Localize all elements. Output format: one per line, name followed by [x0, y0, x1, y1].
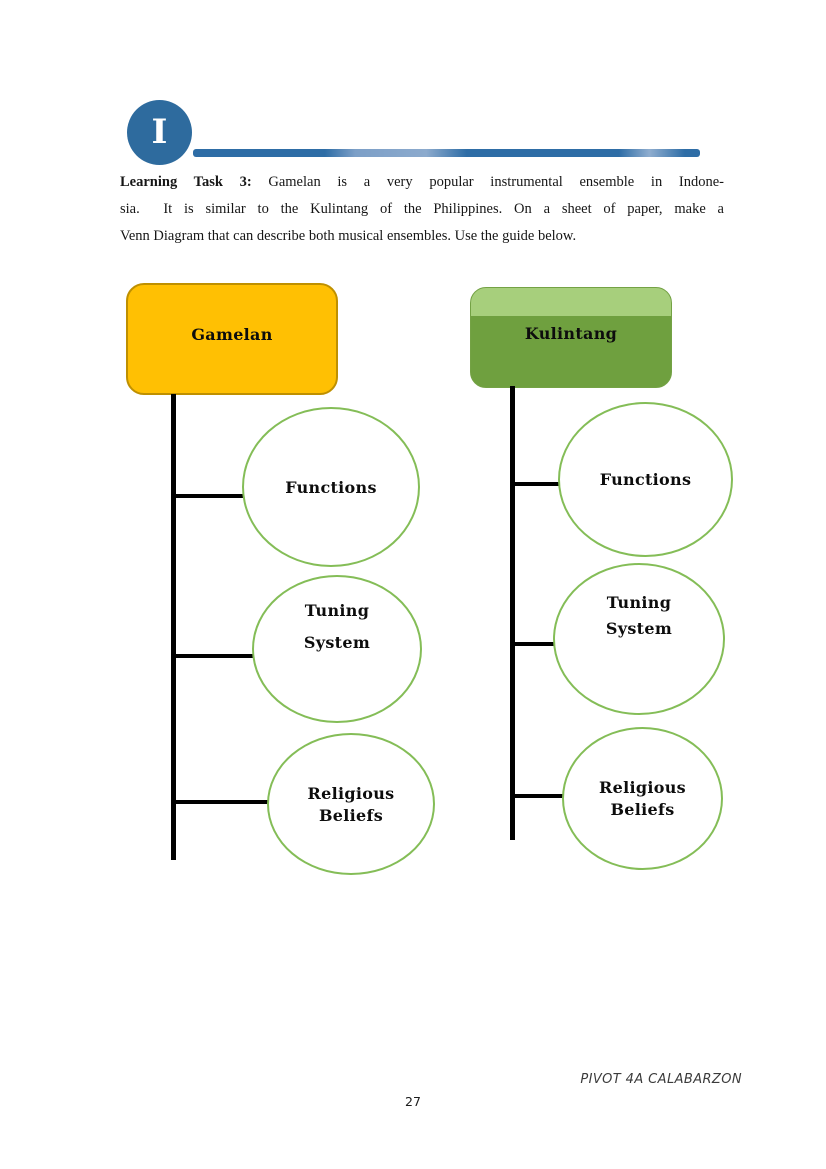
node-label-line1: Religious — [307, 783, 395, 803]
kulintang-branch-religious — [512, 794, 563, 798]
node-label-line2: Beliefs — [318, 805, 384, 825]
kulintang-title: Kulintang — [524, 324, 618, 343]
gamelan-node-functions — [242, 407, 420, 567]
kulintang-node-tuning-system — [553, 563, 725, 715]
learning-task-label: Learning Task 3: — [120, 174, 252, 190]
node-label-line1: Functions — [599, 470, 692, 489]
kulintang-branch-tuning — [512, 642, 555, 646]
learning-task-paragraph — [120, 169, 724, 250]
gamelan-node-religious-beliefs — [267, 733, 435, 875]
gamelan-header-box — [126, 283, 338, 395]
gamelan-branch-religious — [172, 800, 269, 804]
section-i-icon — [127, 100, 192, 165]
gamelan-trunk-line — [171, 394, 176, 860]
kulintang-branch-functions — [512, 482, 559, 486]
kulintang-node-functions — [558, 402, 733, 557]
section-divider-line — [193, 149, 700, 157]
footer-brand: PIVOT 4A CALABARZON — [580, 1072, 742, 1087]
gamelan-branch-tuning — [172, 654, 254, 658]
node-label-line1: Religious — [599, 778, 686, 797]
gamelan-branch-functions — [172, 494, 244, 498]
node-label-line2: Beliefs — [610, 800, 675, 819]
gamelan-title: Gamelan — [191, 325, 273, 344]
paragraph-line-2: sia. It is similar to the Kulintang of the Philippines. On a sheet of paper, make a — [120, 201, 724, 217]
kulintang-trunk-line — [510, 386, 515, 840]
paragraph-line-1 — [120, 169, 724, 196]
node-label-line1: Functions — [285, 477, 377, 497]
paragraph-line-1-text: Gamelan is a very popular instrumental ensemble in Indone- — [251, 174, 724, 190]
gamelan-node-tuning-system — [252, 575, 422, 723]
section-letter: I — [151, 111, 168, 152]
page-number: 27 — [405, 1094, 421, 1109]
node-label-line1: Tuning — [304, 601, 370, 620]
node-label-line2: System — [303, 633, 371, 652]
paragraph-line-3: Venn Diagram that can describe both musical ensembles. Use the guide below. — [120, 228, 577, 244]
kulintang-header-box — [470, 287, 672, 388]
kulintang-node-religious-beliefs — [562, 727, 723, 870]
node-label-line2: System — [605, 619, 673, 638]
node-label-line1: Tuning — [606, 593, 672, 612]
